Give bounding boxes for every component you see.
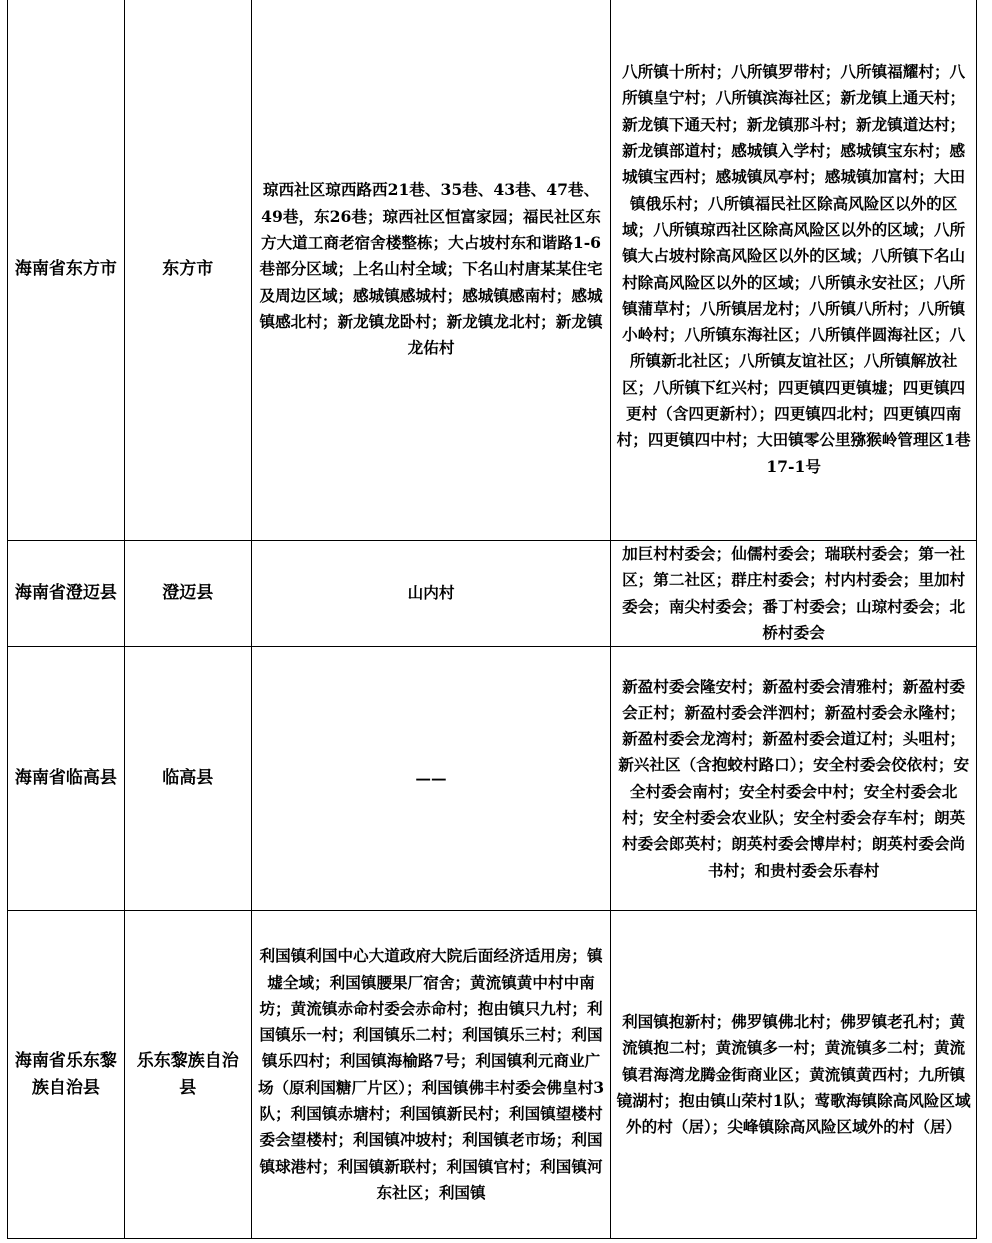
city-cell: 澄迈县 xyxy=(124,541,251,647)
high-risk-cell: 山内村 xyxy=(251,541,610,647)
medium-risk-cell: 八所镇十所村；八所镇罗带村；八所镇福耀村；八所镇皇宁村；八所镇滨海社区；新龙镇上通天村；新龙镇下通天村；新龙镇那斗村；新龙镇道达村；新龙镇部道村；感城镇入学村；感城镇宝东村；感城镇宝西村；感城镇凤亭村；感城镇加富村；大田镇俄乐村；八所镇福民社区除高风险区以外的区域；八所镇琼西社区除高风险区以外的区域；八所镇大占坡村除高风险区以外的区域；八所镇下名山村除高风险区以外的区域；八所镇永安社区；八所镇蒲草村；八所镇居龙村；八所镇八所村；八所镇小岭村；八所镇东海社区；八所镇伴圆海社区；八所镇新北社区；八所镇友谊社区；八所镇解放社区；八所镇下红兴村；四更镇四更镇墟；四更镇四更村（含四更新村）；四更镇四北村；四更镇四南村；四更镇四中村；大田镇零公里猕猴岭管理区1巷17-1号 xyxy=(611,0,977,541)
table-row xyxy=(8,911,977,1239)
risk-area-table xyxy=(7,0,977,1239)
province-cell: 海南省东方市 xyxy=(8,0,125,541)
high-risk-cell: 利国镇利国中心大道政府大院后面经济适用房；镇墟全域；利国镇腰果厂宿舍；黄流镇黄中村中南坊；黄流镇赤命村委会赤命村；抱由镇只九村；利国镇乐一村；利国镇乐二村；利国镇乐三村；利国镇乐四村；利国镇海榆路7号；利国镇利元商业广场（原利国糖厂片区）；利国镇佛丰村委会佛皇村3队；利国镇赤塘村；利国镇新民村；利国镇望楼村委会望楼村；利国镇冲坡村；利国镇老市场；利国镇球港村；利国镇新联村；利国镇官村；利国镇河东社区；利国镇 xyxy=(251,911,610,1239)
medium-risk-cell: 新盈村委会隆安村；新盈村委会清雅村；新盈村委会正村；新盈村委会泮泗村；新盈村委会永隆村；新盈村委会龙湾村；新盈村委会道辽村；头咀村；新兴社区（含抱蛟村路口）；安全村委会佼依村；安全村委会南村；安全村委会中村；安全村委会北村；安全村委会农业队；安全村委会存车村；朗英村委会郎英村；朗英村委会博岸村；朗英村委会尚书村；和贵村委会乐春村 xyxy=(611,647,977,911)
table-row xyxy=(8,647,977,911)
city-cell: 临高县 xyxy=(124,647,251,911)
province-cell: 海南省临高县 xyxy=(8,647,125,911)
medium-risk-cell: 利国镇抱新村；佛罗镇佛北村；佛罗镇老孔村；黄流镇抱二村；黄流镇多一村；黄流镇多二村；黄流镇君海湾龙腾金街商业区；黄流镇黄西村；九所镇镜湖村；抱由镇山荣村1队；莺歌海镇除高风险区域外的村（居）；尖峰镇除高风险区域外的村（居） xyxy=(611,911,977,1239)
high-risk-cell: 琼西社区琼西路西21巷、35巷、43巷、47巷、49巷，东26巷；琼西社区恒富家园；福民社区东方大道工商老宿舍楼整栋；大占坡村东和谐路1-6巷部分区域；上名山村全域；下名山村唐某某住宅及周边区域；感城镇感城村；感城镇感南村；感城镇感北村；新龙镇龙卧村；新龙镇龙北村；新龙镇龙佑村 xyxy=(251,0,610,541)
city-cell: 乐东黎族自治县 xyxy=(124,911,251,1239)
table-row xyxy=(8,0,977,541)
table-row xyxy=(8,541,977,647)
province-cell: 海南省澄迈县 xyxy=(8,541,125,647)
high-risk-cell: —— xyxy=(251,647,610,911)
city-cell: 东方市 xyxy=(124,0,251,541)
medium-risk-cell: 加巨村村委会；仙儒村委会；瑞联村委会；第一社区；第二社区；群庄村委会；村内村委会；里加村委会；南尖村委会；番丁村委会；山琼村委会；北桥村委会 xyxy=(611,541,977,647)
province-cell: 海南省乐东黎族自治县 xyxy=(8,911,125,1239)
